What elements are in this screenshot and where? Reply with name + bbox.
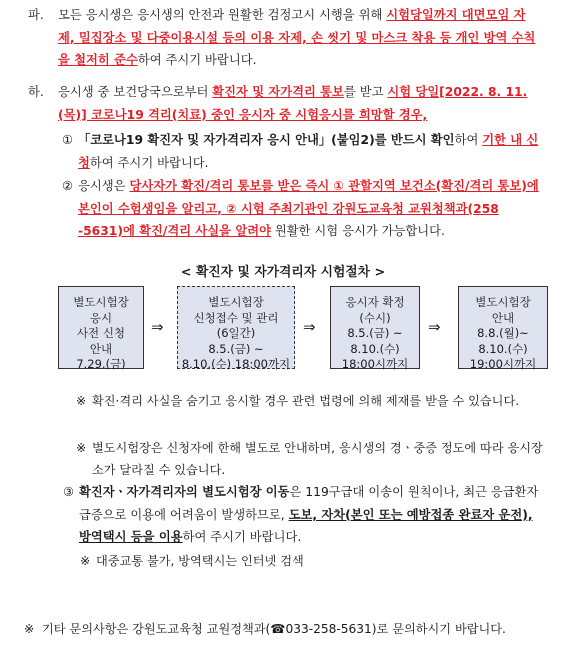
step-1-line-3: 사전 신청 bbox=[76, 326, 126, 341]
step-2-line-2: 신청접수 및 관리 bbox=[193, 310, 279, 325]
item-ha-text-mid: 를 받고 bbox=[343, 85, 388, 99]
step-4-line-2: 안내 bbox=[491, 310, 515, 325]
step-3-line-3: 8.5.(금) ~ bbox=[347, 326, 403, 341]
item-pa-text: 모든 응시생은 응시생의 안전과 원활한 검정고시 시행을 위해 bbox=[58, 8, 387, 22]
step-3-line-4: 8.10.(수) bbox=[350, 341, 400, 356]
step-2-line-5: 8.10.(수) 18:00까지 bbox=[181, 357, 291, 372]
step-4-line-1: 별도시험장 bbox=[475, 295, 531, 309]
arrow-3: ⇒ bbox=[428, 318, 441, 336]
note-2-mark: ※ bbox=[76, 441, 87, 455]
item-pa bbox=[28, 4, 542, 72]
footer-mark: ※ bbox=[24, 622, 35, 636]
step-1-line-4: 안내 bbox=[89, 341, 113, 356]
step-1-line-1: 별도시험장 bbox=[73, 295, 129, 309]
step-4-line-5: 19:00시까지 bbox=[469, 357, 537, 372]
item-ha-text: 응시생 중 보건당국으로부터 bbox=[58, 85, 213, 99]
sub-item-3-note bbox=[80, 550, 536, 572]
step-1-line-2: 응시 bbox=[89, 310, 113, 325]
footer-text: 기타 문의사항은 강원도교육청 교원정책과(☎033-258-5631)로 문의하시기 바랍니다. bbox=[42, 622, 506, 636]
sub-item-2-text-end: 원활한 시험 응시가 가능합니다. bbox=[270, 224, 445, 238]
step-2-line-1: 별도시험장 bbox=[208, 295, 264, 309]
step-1-line-5: 7.29.(금) bbox=[76, 357, 126, 372]
sub-item-3-text: 은 119구급대 이송이 원칙이나, 최근 응급환자 급증으로 이용에 어려움이 발생하므로, bbox=[79, 485, 539, 522]
procedure-step-3 bbox=[330, 286, 420, 372]
sub-item-3-note-mark: ※ bbox=[80, 554, 91, 568]
item-ha bbox=[28, 81, 542, 126]
item-ha-marker: 하. bbox=[28, 85, 44, 99]
sub-item-2-text: 응시생은 bbox=[78, 179, 130, 193]
step-2-line-4: 8.5.(금) ~ bbox=[208, 341, 264, 356]
sub-item-2-emphasis: 당사자가 확진/격리 통보를 받은 즉시 ① 관할지역 보건소(확진/격리 통보)에 본인이 수험생임을 알리고, ② 시험 주최기관인 강원도교육청 교원청책과(258 -5631)에 확진/격리 사실을 알려야 bbox=[78, 179, 539, 238]
note-2-text: 별도시험장은 신청자에 한해 별도로 안내하며, 응시생의 경ㆍ중증 정도에 따라 응시장소가 달라질 수 있습니다. bbox=[92, 441, 543, 477]
step-3-line-2: (수시) bbox=[359, 310, 391, 325]
step-4-line-4: 8.10.(수) bbox=[478, 341, 528, 356]
sub-item-3-text-end: 하여 주시기 바랍니다. bbox=[182, 530, 302, 544]
sub-item-1-text: 하여 bbox=[454, 133, 483, 147]
sub-item-3-note-text: 대중교통 불가, 방역택시는 인터넷 검색 bbox=[96, 554, 304, 568]
sub-item-1-bold: 「코로나19 확진자 및 자가격리자 응시 안내」(붙임2)를 반드시 확인 bbox=[78, 133, 455, 147]
sub-item-2-marker: ② bbox=[62, 179, 74, 193]
sub-item-1-text-end: 하여 주시기 바랍니다. bbox=[89, 155, 209, 170]
sub-item-2 bbox=[62, 175, 544, 243]
sub-item-3 bbox=[63, 481, 545, 549]
procedure-title: < 확진자 및 자가격리자 시험절차 > bbox=[180, 265, 386, 280]
item-pa-marker: 파. bbox=[28, 8, 44, 22]
procedure-step-1 bbox=[58, 286, 144, 372]
step-4-line-3: 8.8.(월)~ bbox=[477, 326, 529, 341]
sub-item-1-marker: ① bbox=[62, 133, 74, 147]
sub-item-1-emphasis: 기한 내 신청 bbox=[78, 133, 539, 170]
sub-item-1 bbox=[62, 129, 542, 174]
note-1-text: 확진·격리 사실을 숨기고 응시할 경우 관련 법령에 의해 제재를 받을 수 있습니다. bbox=[92, 394, 520, 408]
arrow-2: ⇒ bbox=[303, 318, 316, 336]
note-2 bbox=[76, 437, 544, 481]
note-1 bbox=[76, 390, 542, 412]
item-pa-text-end: 하여 주시기 바랍니다. bbox=[137, 53, 257, 67]
procedure-step-2 bbox=[177, 286, 295, 372]
item-ha-emphasis-1: 확진자 및 자가격리 통보 bbox=[212, 85, 344, 99]
arrow-1: ⇒ bbox=[151, 318, 164, 336]
note-1-mark: ※ bbox=[76, 394, 87, 408]
step-3-line-1: 응시자 확정 bbox=[345, 295, 405, 309]
step-2-line-3: (6일간) bbox=[216, 326, 256, 341]
sub-item-3-emphasis: 도보, 자차(본인 또는 예방접종 완료자 운전), 방역택시 등을 이용 bbox=[79, 507, 533, 544]
footer-note bbox=[24, 618, 552, 640]
item-pa-emphasis: 시험당일까지 대면모임 자제, 밀집장소 및 다중이용시설 등의 이용 자제, 손 씻기 및 마스크 착용 등 개인 방역 수칙을 철저히 준수 bbox=[58, 8, 536, 67]
procedure-step-4 bbox=[458, 286, 548, 372]
sub-item-3-bold: 확진자ㆍ자가격리자의 별도시험장 이동 bbox=[79, 485, 290, 499]
step-3-line-5: 18:00시까지 bbox=[341, 357, 409, 372]
sub-item-3-marker: ③ bbox=[63, 485, 75, 499]
item-ha-emphasis-2: 시험 당일[2022. 8. 11.(목)] 코로나19 격리(치료) 중인 응시자 중 시험응시를 희망할 경우, bbox=[58, 85, 528, 122]
